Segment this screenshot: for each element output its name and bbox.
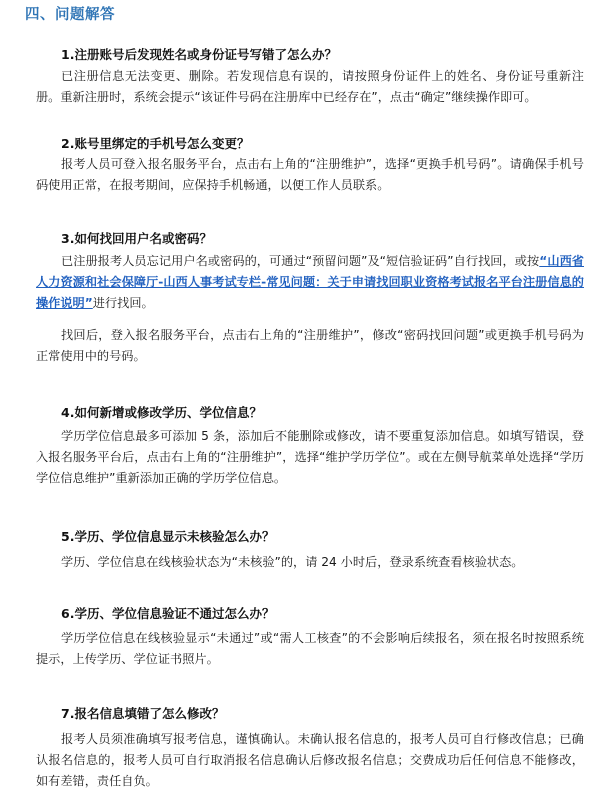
- question-5: 5.学历、学位信息显示未核验怎么办？: [61, 529, 275, 544]
- answer-2: 报考人员可登入报名服务平台，点击右上角的“注册维护”，选择“更换手机号码”。请确保手机号码使用正常，在报考期间，应保持手机畅通，以便工作人员联系。: [36, 157, 584, 192]
- faq-link[interactable]: “山西省人力资源和社会保障厅-山西人事考试专栏-常见问题：关于申请找回职业资格考试报名平台注册信息的操作说明”: [36, 254, 584, 310]
- answer-3-text: 已注册报考人员忘记用户名或密码的，可通过“预留问题”及“短信验证码”自行找回，或按: [61, 254, 540, 268]
- question-6: 6.学历、学位信息验证不通过怎么办？: [61, 606, 275, 621]
- answer-5: 学历、学位信息在线核验状态为“未核验”的，请 24 小时后，登录系统查看核验状态。: [61, 555, 524, 569]
- answer-3b: 找回后，登入报名服务平台，点击右上角的“注册维护”，修改“密码找回问题”或更换手机号码为正常使用中的号码。: [36, 328, 584, 363]
- question-2: 2.账号里绑定的手机号怎么变更？: [61, 136, 250, 151]
- question-7: 7.报名信息填错了怎么修改？: [61, 706, 225, 721]
- answer-1: 已注册信息无法变更、删除。若发现信息有误的，请按照身份证件上的姓名、身份证号重新注册。重新注册时，系统会提示“该证件号码在注册库中已经存在”，点击“确定”继续操作即可。: [36, 69, 584, 104]
- answer-3-tail: 进行找回。: [92, 296, 154, 310]
- answer-3: [36, 251, 584, 314]
- section-title: 四、问题解答: [25, 7, 115, 23]
- answer-4: 学历学位信息最多可添加 5 条，添加后不能删除或修改，请不要重复添加信息。如填写错误，登入报名服务平台后，点击右上角的“注册维护”，选择“维护学历学位”。或在左侧导航菜单处选择“学历学位信息维护”重新添加正确的学历学位信息。: [36, 429, 584, 485]
- question-4: 4.如何新增或修改学历、学位信息？: [61, 405, 262, 420]
- answer-7: 报考人员须准确填写报考信息，谨慎确认。未确认报名信息的，报考人员可自行修改信息；已确认报名信息的，报考人员可自行取消报名信息确认后修改报名信息；交费成功后任何信息不能修改，如有差错，责任自负。: [36, 732, 584, 788]
- answer-6: 学历学位信息在线核验显示“未通过”或“需人工核查”的不会影响后续报名，须在报名时按照系统提示，上传学历、学位证书照片。: [36, 631, 584, 666]
- question-1: 1.注册账号后发现姓名或身份证号写错了怎么办？: [61, 47, 337, 62]
- question-3: 3.如何找回用户名或密码？: [61, 231, 212, 246]
